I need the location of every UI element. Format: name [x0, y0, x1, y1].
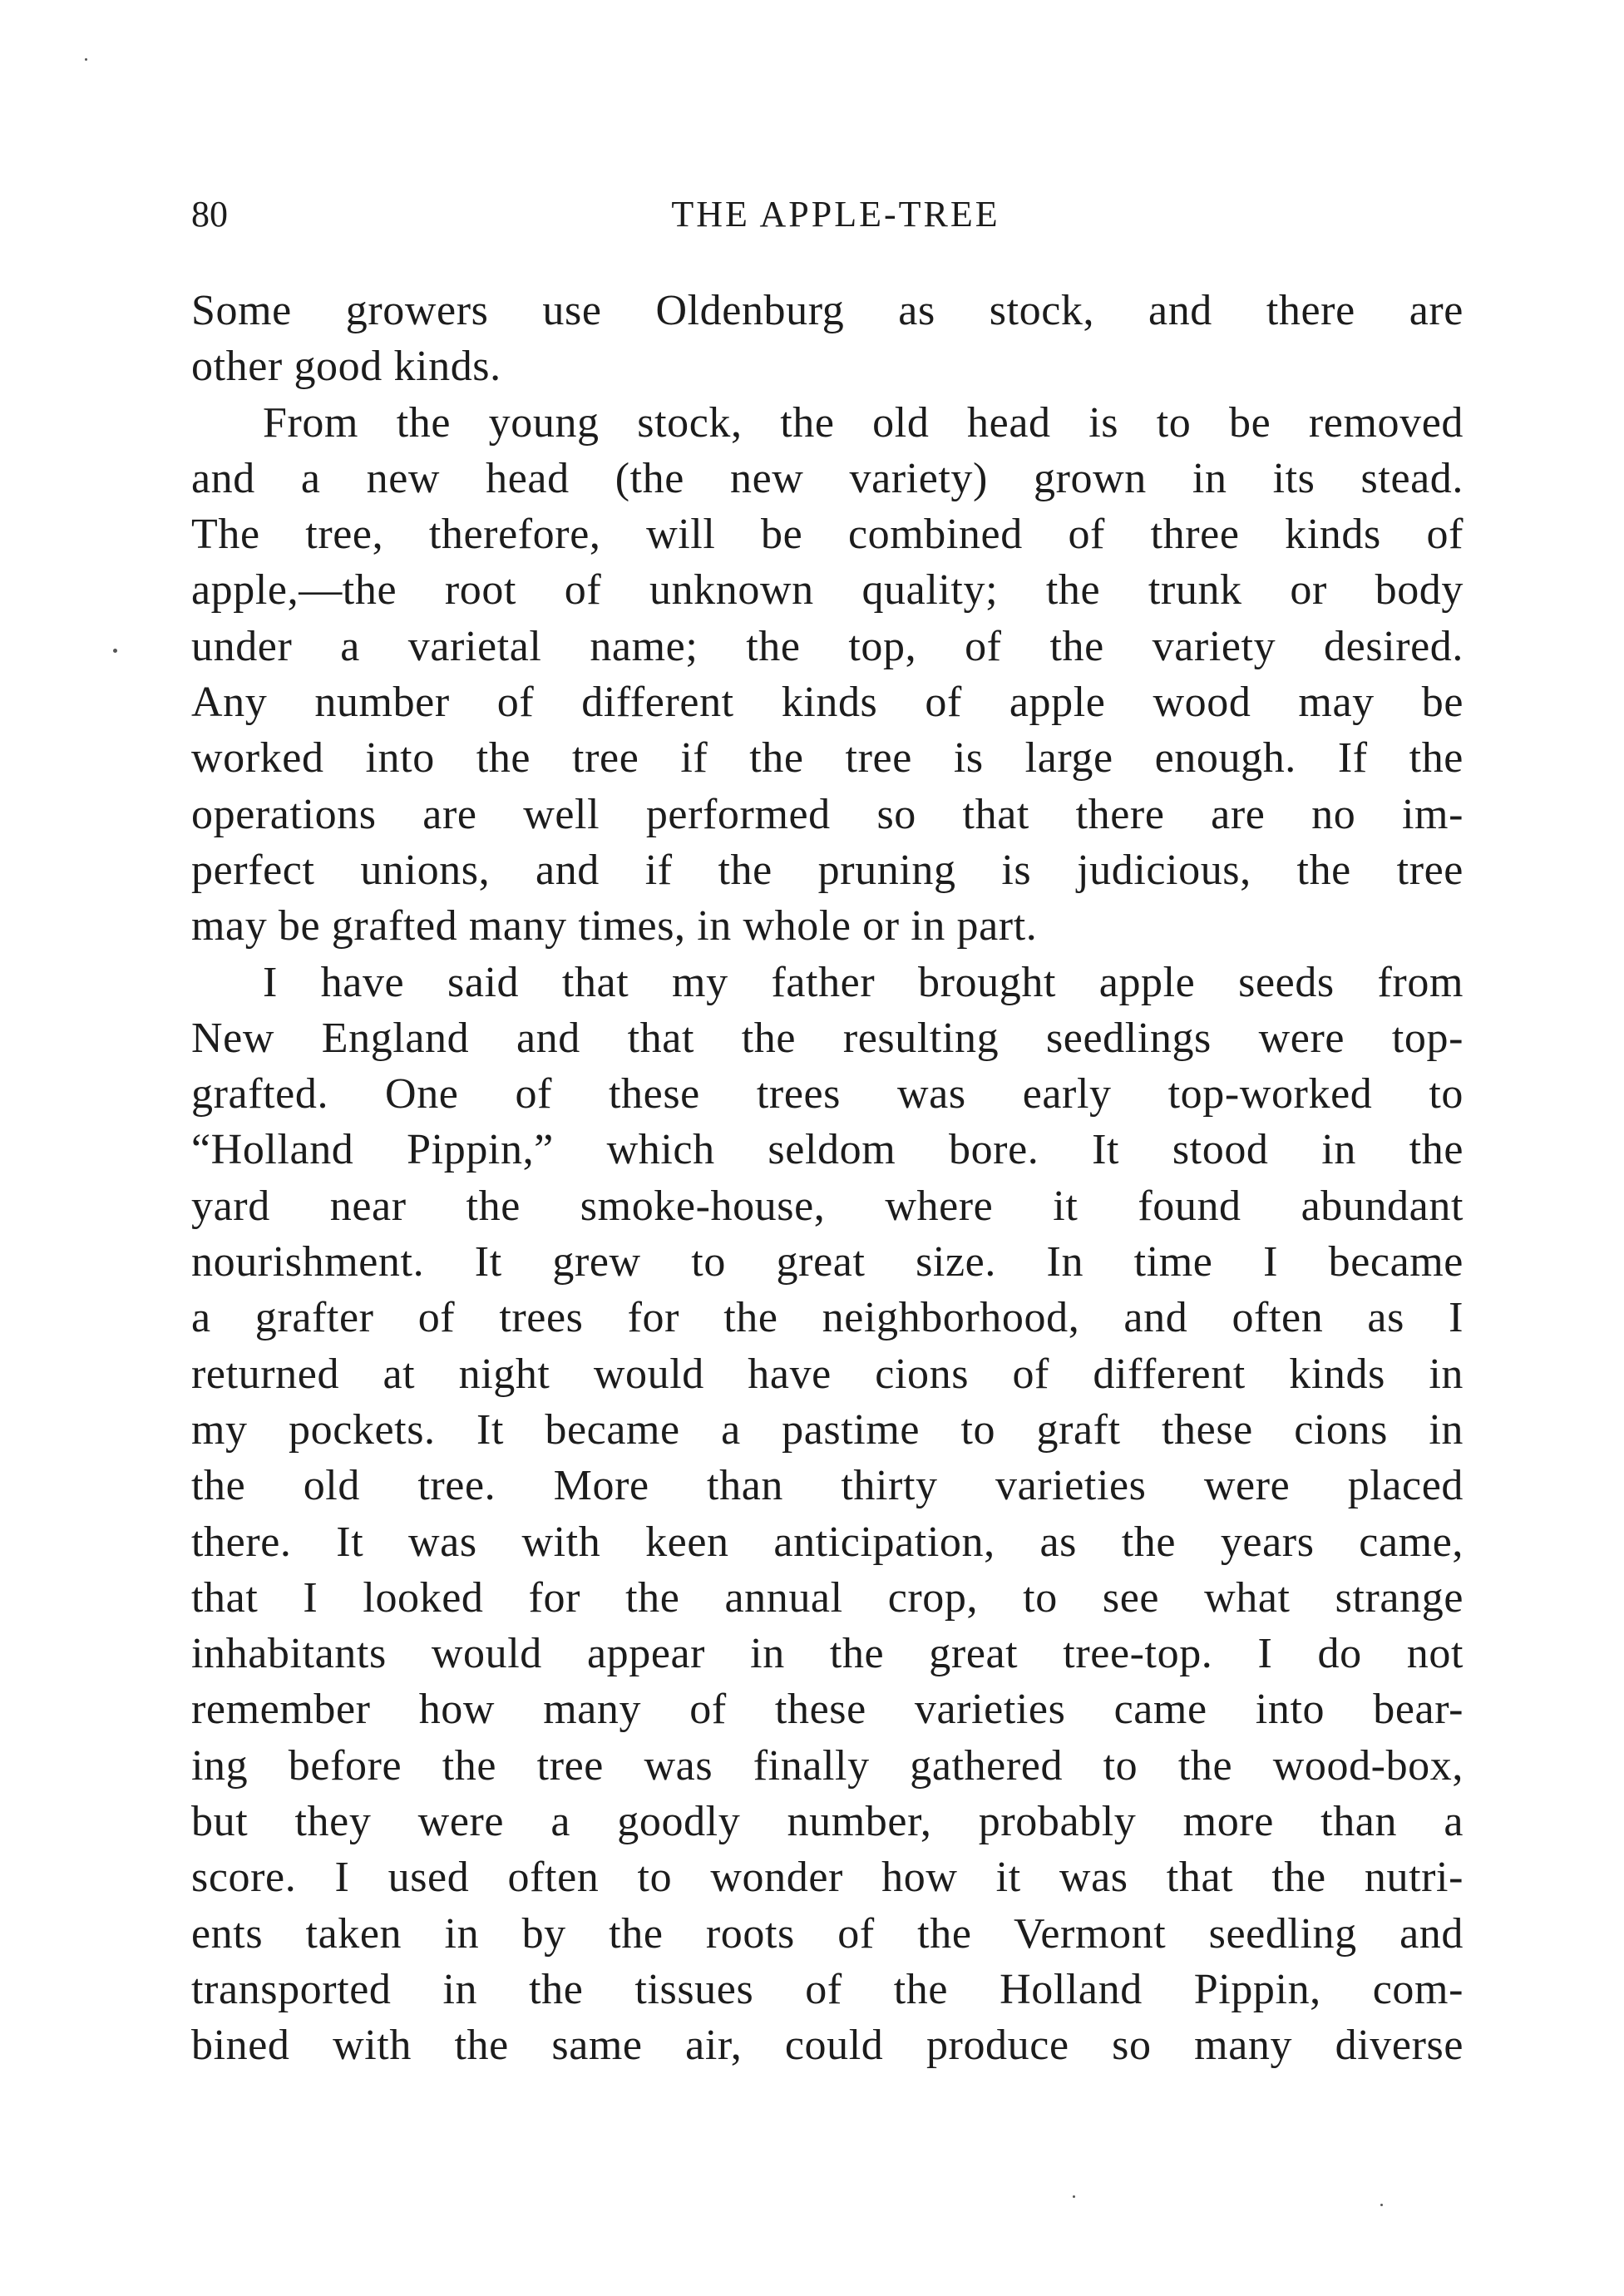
scan-speck: [1380, 2204, 1383, 2206]
text-line: perfect unions, and if the pruning is judicious, the tree: [191, 846, 1464, 894]
scan-speck: [85, 58, 87, 61]
text-line: yard near the smoke-house, where it found abundant: [191, 1182, 1464, 1230]
text-line: ing before the tree was finally gathered to the wood-box,: [191, 1741, 1464, 1790]
page-number: 80: [191, 194, 228, 235]
text-line: returned at night would have cions of different kinds in: [191, 1350, 1464, 1398]
scan-speck: [113, 649, 117, 653]
text-line: Any number of different kinds of apple wood may be: [191, 679, 1464, 727]
text-line: “Holland Pippin,” which seldom bore. It stood in the: [191, 1126, 1464, 1174]
text-line: bined with the same air, could produce so many diverse: [191, 2022, 1464, 2070]
text-line: that I looked for the annual crop, to see what strange: [191, 1573, 1464, 1622]
text-line: my pockets. It became a pastime to graft these cions in: [191, 1405, 1464, 1454]
running-title: THE APPLE-TREE: [671, 194, 1000, 235]
text-line: grafted. One of these trees was early top-worked to: [191, 1070, 1464, 1118]
text-line: transported in the tissues of the Holland Pippin, com-: [191, 1965, 1464, 2013]
text-line: worked into the tree if the tree is large enough. If the: [191, 734, 1464, 783]
text-line: Some growers use Oldenburg as stock, and there are: [191, 287, 1464, 334]
scan-speck: [1073, 2195, 1075, 2198]
text-line: operations are well performed so that there are no im-: [191, 790, 1464, 838]
text-line: From the young stock, the old head is to be removed: [263, 398, 1464, 447]
text-line: I have said that my father brought apple seeds from: [263, 958, 1464, 1006]
text-line: remember how many of these varieties came into bear-: [191, 1686, 1464, 1734]
text-line: apple,—the root of unknown quality; the trunk or body: [191, 566, 1464, 615]
text-line: there. It was with keen anticipation, as the years came,: [191, 1518, 1464, 1566]
running-head: [191, 190, 1464, 239]
text-line: ents taken in by the roots of the Vermont seedling and: [191, 1909, 1464, 1958]
text-line: other good kinds.: [191, 343, 501, 391]
text-line: nourishment. It grew to great size. In time I became: [191, 1238, 1464, 1286]
text-line: and a new head (the new variety) grown in its stead.: [191, 454, 1464, 502]
text-line: score. I used often to wonder how it was that the nutri-: [191, 1854, 1464, 1902]
body-text: [191, 283, 1464, 2074]
text-line: but they were a goodly number, probably more than a: [191, 1798, 1464, 1846]
text-line: inhabitants would appear in the great tree-top. I do not: [191, 1630, 1464, 1678]
text-line: New England and that the resulting seedlings were top-: [191, 1014, 1464, 1062]
text-line: the old tree. More than thirty varieties were placed: [191, 1462, 1464, 1510]
text-line: a grafter of trees for the neighborhood, and often as I: [191, 1294, 1464, 1342]
text-line: may be grafted many times, in whole or in part.: [191, 902, 1038, 950]
text-line: The tree, therefore, will be combined of three kinds of: [191, 511, 1464, 559]
text-line: under a varietal name; the top, of the variety desired.: [191, 622, 1464, 670]
